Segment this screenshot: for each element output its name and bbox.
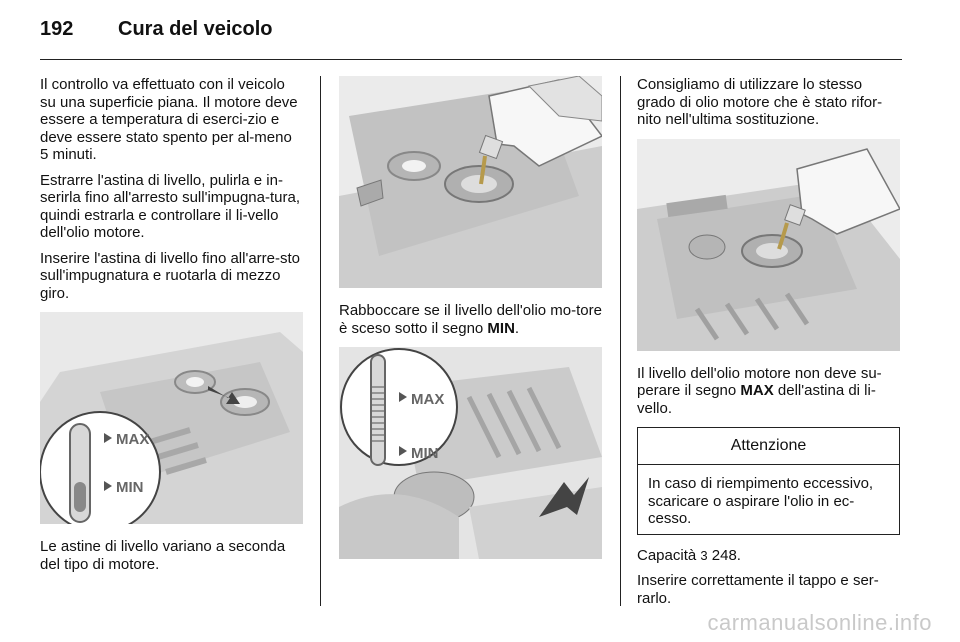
engine-cover-dipstick-image	[40, 312, 303, 524]
paragraph-dipstick-vary: Le astine di livello variano a seconda del tipo di motore.	[40, 538, 286, 573]
dipstick-location-illustration	[339, 347, 602, 559]
column-2	[339, 76, 602, 573]
paragraph-max-level	[637, 365, 900, 418]
column-1	[40, 76, 303, 581]
dipstick-max-label: MAX	[116, 431, 150, 448]
text-max-end: dell'astina di li-vello.	[637, 382, 876, 417]
oil-bottle-pouring-image	[339, 76, 602, 288]
capacity-label: Capacità	[637, 546, 697, 564]
text-refill: Rabboccare se il livello dell'olio mo-tore è sceso sotto il segno	[339, 302, 602, 337]
paragraph-extract-dipstick: Estrarre l'astina di livello, pulirla e in-serirla fino all'arresto sull'impugna-tura, quindi estrarla e controllare il li-vello dell'olio motore.	[40, 171, 301, 241]
dipstick-min-label: MIN	[411, 445, 439, 462]
engine-dipstick-location-image	[339, 347, 602, 559]
warning-title: Attenzione	[638, 428, 899, 465]
column-3	[637, 76, 900, 615]
paragraph-oil-grade: Consigliamo di utilizzare lo stesso grado di olio motore che è stato rifor-nito nell'ultima sostituzione.	[637, 76, 883, 128]
page-title: Cura del veicolo	[118, 18, 273, 40]
oil-refill-illustration	[339, 76, 602, 288]
watermark: carmanualsonline.info	[707, 610, 932, 635]
oil-bottle-engine-image	[637, 139, 900, 351]
paragraph-insert-dipstick: Inserire l'astina di livello fino all'arre-sto sull'impugnatura e ruotarla di mezzo giro.	[40, 249, 301, 302]
engine-dipstick-illustration	[40, 312, 303, 524]
warning-box	[637, 427, 900, 535]
warning-text: In caso di riempimento eccessivo, scaricare o aspirare l'olio in ec-cesso.	[648, 475, 874, 527]
column-separator	[320, 76, 321, 606]
oil-pouring-illustration	[637, 139, 900, 351]
paragraph-refill-min	[339, 302, 602, 337]
text-min-bold: MIN	[487, 319, 515, 337]
text-max-intro: Il livello dell'olio motore non deve su-perare il segno	[637, 364, 882, 399]
paragraph-check-conditions: Il controllo va effettuato con il veicolo su una superficie piana. Il motore deve essere a temperatura di eserci-zio e deve essere stato spento per al-meno 5 minuti.	[40, 76, 298, 163]
column-separator	[620, 76, 621, 606]
page-reference-icon: 3	[700, 547, 708, 563]
dipstick-max-label: MAX	[411, 391, 445, 408]
paragraph-capacity	[637, 547, 900, 565]
header-rule	[40, 59, 902, 60]
text-period: .	[514, 319, 520, 337]
paragraph-insert-cap: Inserire correttamente il tappo e ser-rarlo.	[637, 572, 879, 607]
text-max-bold: MAX	[740, 382, 774, 399]
page-number: 192	[40, 18, 74, 40]
page-header	[40, 18, 900, 58]
dipstick-min-label: MIN	[116, 479, 144, 496]
capacity-page-ref[interactable]: 248.	[707, 546, 741, 564]
